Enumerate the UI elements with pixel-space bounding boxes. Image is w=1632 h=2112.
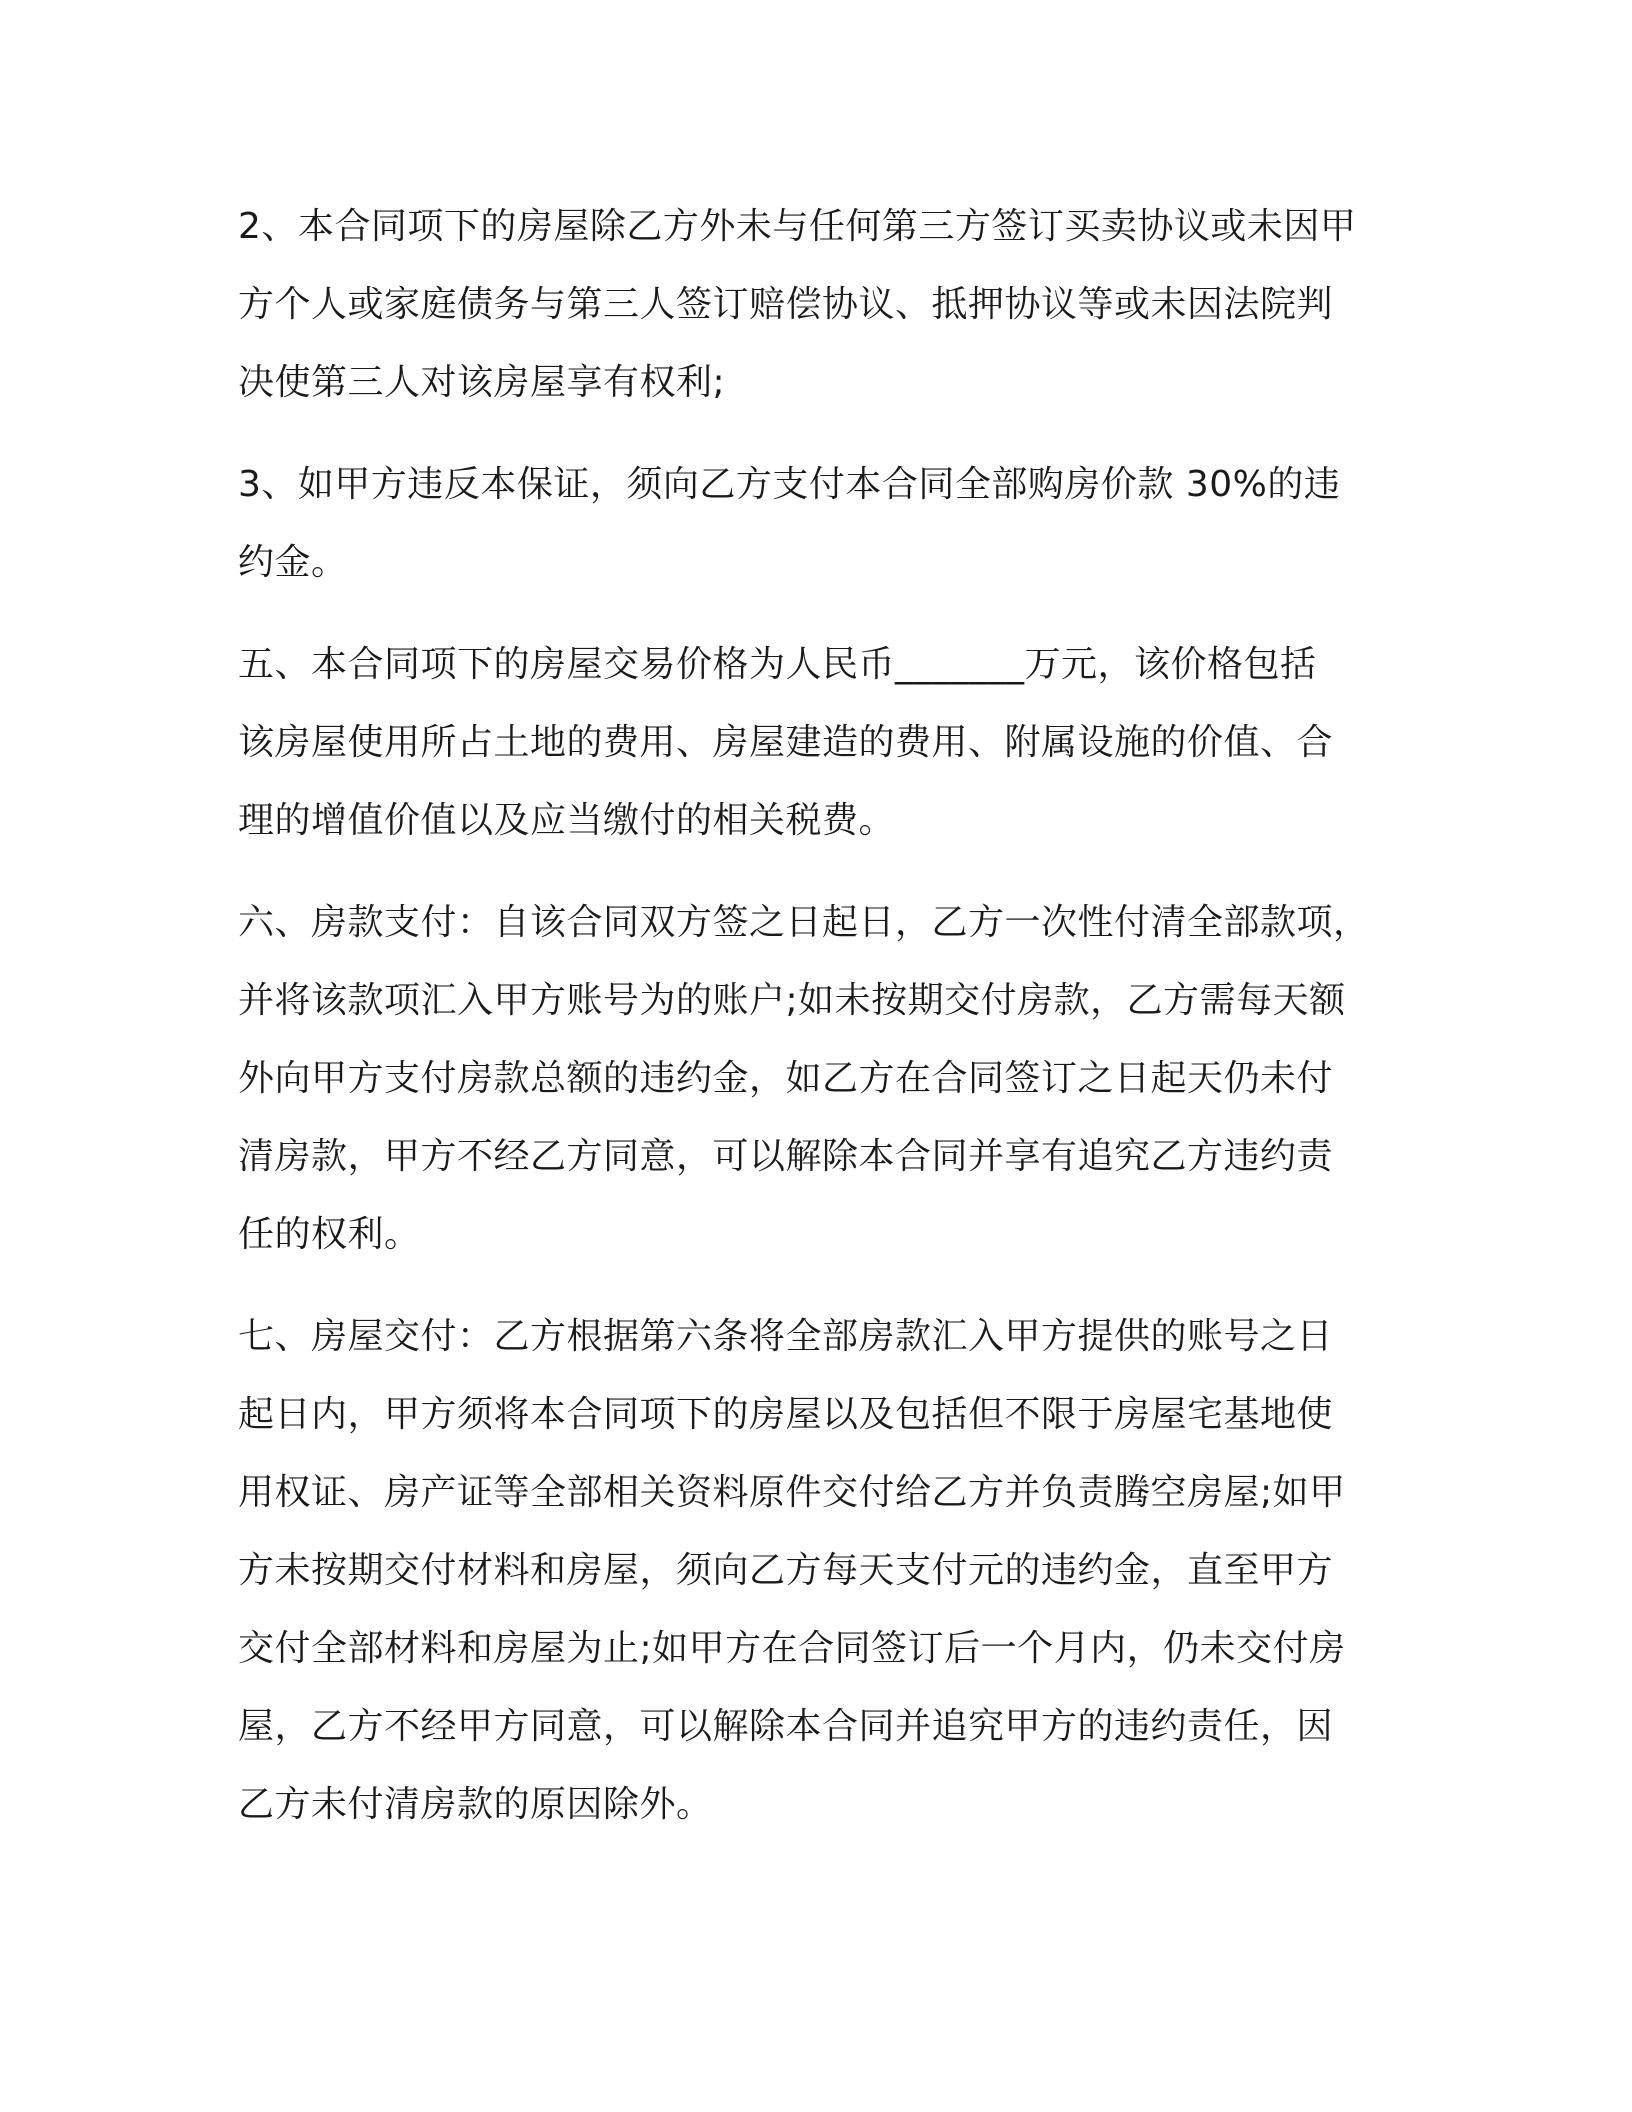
text-line: 方个人或家庭债务与第三人签订赔偿协议、抵押协议等或未因法院判 xyxy=(238,284,1334,325)
text-line: 并将该款项汇入甲方账号为的账户;如未按期交付房款，乙方需每天额 xyxy=(238,980,1346,1021)
text-line: 方未按期交付材料和房屋，须向乙方每天支付元的违约金，直至甲方 xyxy=(238,1550,1334,1591)
text-line: 约金。 xyxy=(238,542,348,583)
text-line: 起日内，甲方须将本合同项下的房屋以及包括但不限于房屋宅基地使 xyxy=(238,1394,1334,1435)
document-body xyxy=(238,188,1388,1868)
text-line: 七、房屋交付：乙方根据第六条将全部房款汇入甲方提供的账号之日 xyxy=(238,1316,1334,1357)
text-line: 清房款，甲方不经乙方同意，可以解除本合同并享有追究乙方违约责 xyxy=(238,1136,1334,1177)
text-line: 屋，乙方不经甲方同意，可以解除本合同并追究甲方的违约责任，因 xyxy=(238,1706,1334,1747)
clause-seven-delivery xyxy=(238,1298,1388,1844)
text-line: 理的增值价值以及应当缴付的相关税费。 xyxy=(238,800,896,841)
clause-3 xyxy=(238,446,1388,602)
text-line: 用权证、房产证等全部相关资料原件交付给乙方并负责腾空房屋;如甲 xyxy=(238,1472,1346,1513)
text-line: 外向甲方支付房款总额的违约金，如乙方在合同签订之日起天仍未付 xyxy=(238,1058,1334,1099)
text-line: 该房屋使用所占土地的费用、房屋建造的费用、附属设施的价值、合 xyxy=(238,722,1334,763)
text-line: 六、房款支付：自该合同双方签之日起日，乙方一次性付清全部款项， xyxy=(238,902,1370,943)
text-line: 任的权利。 xyxy=(238,1214,421,1255)
text-line: 2、本合同项下的房屋除乙方外未与任何第三方签订买卖协议或未因甲 xyxy=(238,206,1357,247)
text-line: 乙方未付清房款的原因除外。 xyxy=(238,1784,713,1825)
text-line: 交付全部材料和房屋为止;如甲方在合同签订后一个月内，仍未交付房 xyxy=(238,1628,1346,1669)
text-line: 决使第三人对该房屋享有权利; xyxy=(238,362,726,403)
text-line: 3、如甲方违反本保证，须向乙方支付本合同全部购房价款 30%的违 xyxy=(238,464,1341,505)
clause-six-payment xyxy=(238,884,1388,1274)
text-line: 五、本合同项下的房屋交易价格为人民币_______万元，该价格包括 xyxy=(238,644,1317,685)
clause-2 xyxy=(238,188,1388,422)
clause-five-price xyxy=(238,626,1388,860)
